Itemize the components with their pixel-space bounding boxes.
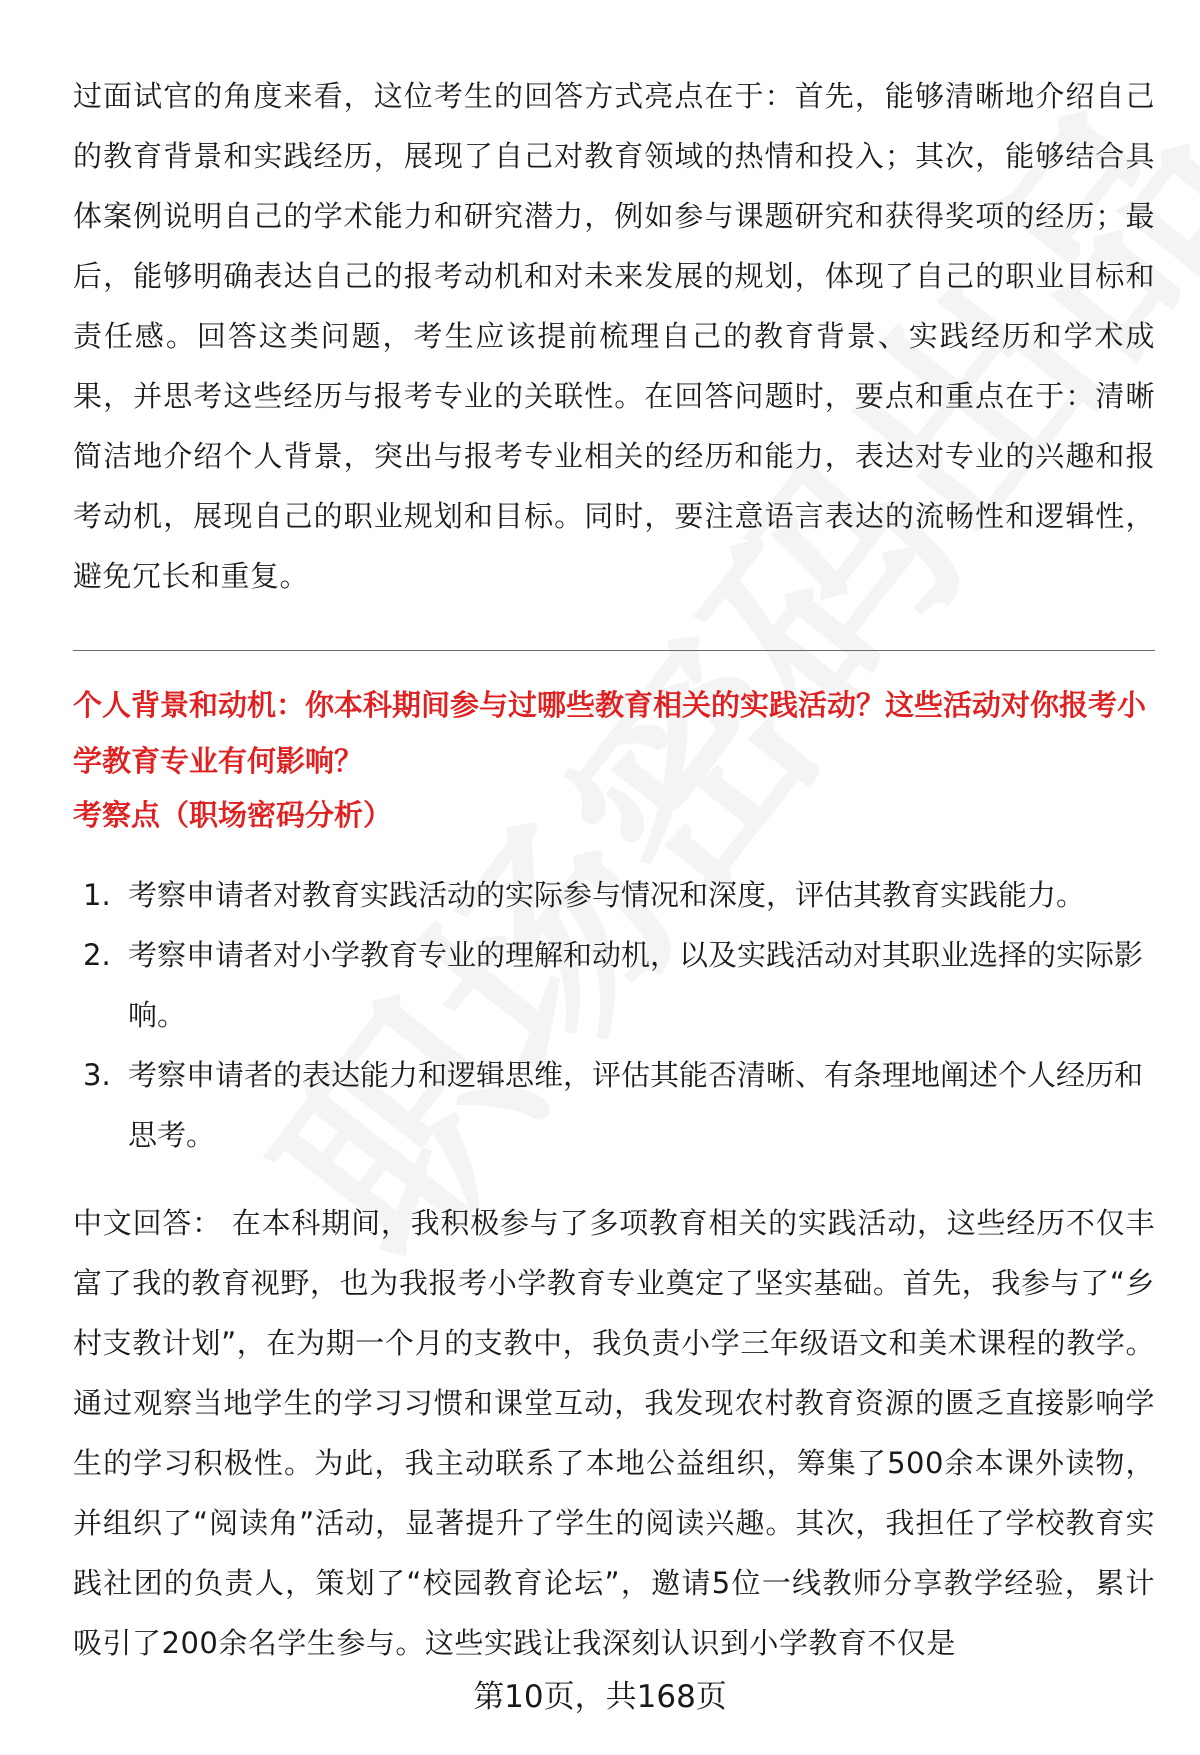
list-item <box>73 925 1155 1045</box>
section-title: 考察点（职场密码分析） <box>73 798 393 832</box>
list-number: 1. <box>83 878 111 912</box>
evaluation-points-list <box>73 865 1155 1165</box>
intro-paragraph: 过面试官的角度来看，这位考生的回答方式亮点在于：首先，能够清晰地介绍自己的教育背景和实践经历，展现了自己对教育领域的热情和投入；其次，能够结合具体案例说明自己的学术能力和研究潜力，例如参与课题研究和获得奖项的经历；最后，能够明确表达自己的报考动机和对未来发展的规划，体现了自己的职业目标和责任感。回答这类问题，考生应该提前梳理自己的教育背景、实践经历和学术成果，并思考这些经历与报考专业的关联性。在回答问题时，要点和重点在于：清晰简洁地介绍个人背景，突出与报考专业相关的经历和能力，表达对专业的兴趣和报考动机，展现自己的职业规划和目标。同时，要注意语言表达的流畅性和逻辑性，避免冗长和重复。 <box>73 79 1155 593</box>
list-number: 2. <box>83 938 111 972</box>
list-number: 3. <box>83 1058 111 1092</box>
question-heading: 个人背景和动机：你本科期间参与过哪些教育相关的实践活动？这些活动对你报考小学教育专业有何影响？ <box>73 688 1147 778</box>
section-divider <box>73 650 1155 651</box>
answer-paragraph: 中文回答： 在本科期间，我积极参与了多项教育相关的实践活动，这些经历不仅丰富了我的教育视野，也为我报考小学教育专业奠定了坚实基础。首先，我参与了“乡村支教计划”，在为期一个月的支教中，我负责小学三年级语文和美术课程的教学。通过观察当地学生的学习习惯和课堂互动，我发现农村教育资源的匮乏直接影响学生的学习积极性。为此，我主动联系了本地公益组织，筹集了500余本课外读物，并组织了“阅读角”活动，显著提升了学生的阅读兴趣。其次，我担任了学校教育实践社团的负责人，策划了“校园教育论坛”，邀请5位一线教师分享教学经验，累计吸引了200余名学生参与。这些实践让我深刻认识到小学教育不仅是 <box>73 1206 1155 1660</box>
list-item <box>73 865 1155 925</box>
page-footer: 第10页，共168页 <box>473 1679 727 1715</box>
list-item <box>73 1045 1155 1165</box>
list-text: 考察申请者对小学教育专业的理解和动机，以及实践活动对其职业选择的实际影响。 <box>128 938 1144 1032</box>
list-text: 考察申请者对教育实践活动的实际参与情况和深度，评估其教育实践能力。 <box>128 878 1086 912</box>
list-text: 考察申请者的表达能力和逻辑思维，评估其能否清晰、有条理地阐述个人经历和思考。 <box>128 1058 1144 1152</box>
